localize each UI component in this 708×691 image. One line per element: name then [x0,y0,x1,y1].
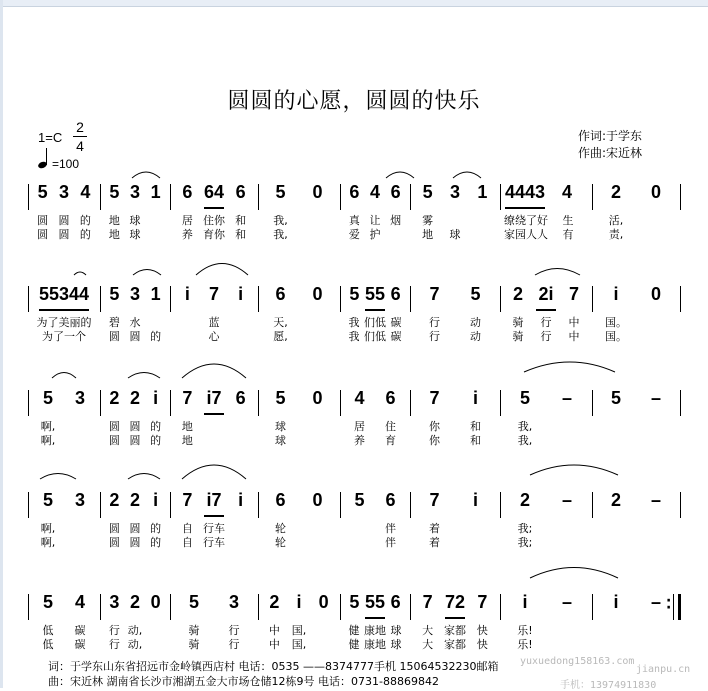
lyric-syllable: 快 [476,638,488,651]
note-group: 2 [519,490,530,510]
note-group: 5 [610,388,621,408]
lyric-syllable: 国。 [605,316,627,329]
lyric-syllable: 住你 [203,214,225,227]
lyric-syllable: 行 [228,624,240,637]
lyric-syllable: 碧 [108,316,120,329]
watermark-phone: 手机：13974911830 [560,680,657,691]
lyric-syllable: 蓝 [208,316,220,329]
note-group: 4 [370,182,381,202]
lyric-syllable: 缭绕了好 [504,214,548,227]
lyric-syllable: 育 [385,434,396,447]
lyric-syllable: 动, [127,624,143,637]
lyric-syllable: 球 [390,638,402,651]
lyric-syllable: 你 [429,420,440,433]
note-group: 5 [275,182,286,202]
note-group: 7 [422,592,433,612]
lyric-syllable: 啊, [40,434,56,447]
lyric-syllable: 烟 [390,214,402,227]
lyric-syllable: 球 [390,624,402,637]
lyric-syllable: 的 [150,536,162,549]
note-group: 0 [312,182,323,202]
note-group: 7 [568,284,579,304]
lyric-syllable: 大 [422,638,434,651]
note-group: 5 [42,388,53,408]
note-group: 6 [275,284,286,304]
note-group: 0 [312,284,323,304]
note-group: 5 [37,182,48,202]
note-group: 2 [512,284,523,304]
lyric-syllable: 我, [273,228,288,241]
lyric-syllable: 护 [369,228,381,241]
lyric-syllable: 国, [291,638,307,651]
note-group: 1 [150,284,161,304]
lyric-syllable: 动 [470,330,481,343]
slur [133,270,161,276]
note-group: i7 [206,388,222,408]
note-group: 7 [429,388,440,408]
lyric-syllable: 水 [129,316,141,329]
lyric-syllable: 圆 [129,330,141,343]
slur [530,568,618,579]
lyric-syllable: 们低 [364,330,386,343]
song-title: 圆圆的心愿，圆圆的快乐 [227,89,481,114]
lyric-syllable: 的 [79,228,91,241]
lyric-syllable: 圆 [129,420,141,433]
note-group: 5 [349,592,360,612]
note-group: i [472,388,478,408]
lyric-syllable: 和 [235,228,247,241]
note-group: 1 [477,182,488,202]
note-group: 5 [188,592,199,612]
lyric-syllable: 和 [235,214,247,227]
lyric-syllable: 养 [354,434,365,447]
lyric-syllable: 骑 [512,330,524,343]
note-group: 3 [58,182,69,202]
note-group: i [522,592,528,612]
note-group: 5 [109,182,120,202]
lyric-syllable: 乐! [517,638,533,651]
lyric-syllable: 动, [127,638,143,651]
note-group: 6 [385,490,396,510]
slur [182,465,246,479]
lyric-syllable: 行 [540,330,552,343]
lyric-syllable: 居 [354,420,365,433]
note-group: 2i [538,284,554,304]
lyric-syllable: 们低 [364,316,386,329]
lyric-syllable: 啊, [40,536,56,549]
lyric-syllable: 啊, [40,522,56,535]
lyric-syllable: 的 [79,214,91,227]
note-group: 3 [130,284,141,304]
lyric-syllable: 住 [385,420,396,433]
lyric-syllable: 碳 [74,624,86,637]
note-group: 6 [390,592,401,612]
note-group: 3 [74,490,85,510]
lyric-syllable: 圆 [37,214,49,227]
note-group: 6 [385,388,396,408]
note-group: 6 [235,182,246,202]
note-group: 6 [349,182,360,202]
lyric-syllable: 行 [108,624,120,637]
lyric-syllable: 康地 [364,638,386,651]
note-group: – [650,490,661,510]
lyric-syllable: 的 [150,522,162,535]
lyric-syllable: 地 [181,434,193,447]
note-group: 4443 [504,182,546,202]
watermark-site: yuxuedong158163.com [520,656,635,667]
lyric-syllable: 圆 [108,420,120,433]
note-group: 5 [109,284,120,304]
lyric-syllable: 轮 [275,522,286,535]
lyric-syllable: 着 [429,522,440,535]
lyric-syllable: 圆 [58,228,70,241]
lyric-syllable: 球 [449,228,461,241]
note-group: i [472,490,478,510]
note-group: – [561,388,572,408]
slur [132,172,160,178]
lyric-syllable: 着 [429,536,440,549]
lyric-syllable: 国, [291,624,307,637]
note-group: 4 [74,592,85,612]
note-group: 5 [42,490,53,510]
lyric-syllable: 圆 [129,522,141,535]
lyric-syllable: 责, [608,228,624,241]
note-group: 4 [354,388,365,408]
lyric-syllable: 你 [429,434,440,447]
lyric-syllable: 低 [42,624,54,637]
repeat-dots: · · [666,593,672,616]
lyric-syllable: 为了美丽的 [36,316,92,329]
lyric-syllable: 为了一个 [42,330,86,343]
lyric-syllable: 行车 [203,522,225,535]
note-group: 7 [429,490,440,510]
note-group: 7 [429,284,440,304]
lyric-syllable: 圆 [108,536,120,549]
slur [182,364,246,378]
lyric-syllable: 碳 [74,638,86,651]
lyric-syllable: 行 [429,330,440,343]
lyric-syllable: 真 [348,214,360,227]
note-group: i [296,592,302,612]
lyric-syllable: 骑 [188,624,200,637]
lyric-syllable: 康地 [364,624,386,637]
lyric-syllable: 圆 [129,536,141,549]
note-group: 5 [349,284,360,304]
note-group: 0 [312,388,323,408]
lyric-syllable: 育你 [203,228,225,241]
note-group: 5 [275,388,286,408]
note-group: i [613,284,619,304]
lyric-syllable: 天, [273,316,288,329]
footer-lyricist-contact: 词：于学东山东省招远市金岭镇西店村 电话：0535 ——8374777手机 15064532230邮箱 [48,660,499,673]
lyric-syllable: 圆 [108,522,120,535]
slur [453,172,481,178]
note-group: i [613,592,619,612]
lyric-syllable: 地 [181,420,193,433]
note-group: 6 [235,388,246,408]
lyric-syllable: 我 [348,330,360,343]
slur [535,269,580,276]
note-group: – [561,592,572,612]
lyric-syllable: 球 [275,434,286,447]
note-group: 0 [318,592,329,612]
note-group: i [184,284,190,304]
note-group: 7 [182,490,193,510]
note-group: 0 [312,490,323,510]
note-group: – [561,490,572,510]
lyric-syllable: 健 [348,638,360,651]
slur [386,172,414,178]
note-group: 2 [130,592,141,612]
note-group: 2 [130,388,141,408]
lyric-syllable: 让 [369,214,381,227]
lyric-syllable: 碳 [390,316,402,329]
lyric-syllable: 生 [562,214,574,227]
lyric-syllable: 啊, [40,420,56,433]
footer-composer-contact: 曲：宋近林 湖南省长沙市湘湖五金大市场仓储12栋9号 电话：0731-88869842 [48,675,439,688]
tempo-marking: =100 [52,157,80,171]
lyric-syllable: 地 [422,228,434,241]
lyric-syllable: 大 [422,624,434,637]
composer-credit: 作曲:宋近林 [578,146,643,160]
lyric-syllable: 和 [470,420,481,433]
lyric-syllable: 雾 [422,214,434,227]
lyric-syllable: 骑 [512,316,524,329]
note-group: 4 [80,182,91,202]
lyric-syllable: 低 [42,638,54,651]
lyric-syllable: 的 [150,330,162,343]
slur [524,362,615,372]
note-group: 6 [182,182,193,202]
note-group: 2 [109,388,120,408]
slur [128,373,160,379]
note-group: 5 [422,182,433,202]
lyric-syllable: 我, [517,434,533,447]
note-group: 2 [610,182,621,202]
note-group: 0 [650,284,661,304]
lyric-syllable: 圆 [37,228,49,241]
note-group: 5 [519,388,530,408]
watermark-brand: jianpu.cn [636,664,691,675]
lyric-syllable: 行 [108,638,120,651]
note-group: 2 [130,490,141,510]
lyric-syllable: 自 [181,522,193,535]
note-group: 0 [650,182,661,202]
lyric-syllable: 行 [228,638,240,651]
lyric-syllable: 行 [429,316,440,329]
lyric-syllable: 中 [268,624,280,637]
lyric-syllable: 国。 [605,330,627,343]
lyric-syllable: 球 [129,214,141,227]
lyric-syllable: 家都 [443,638,466,651]
lyric-syllable: 健 [348,624,360,637]
note-group: 3 [74,388,85,408]
lyric-syllable: 轮 [275,536,286,549]
lyric-syllable: 居 [181,214,193,227]
slur [128,474,160,480]
lyric-syllable: 动 [470,316,481,329]
note-group: 7 [209,284,220,304]
lyric-syllable: 球 [129,228,141,241]
note-group: – [650,592,661,612]
slur [74,272,86,275]
slur [40,474,76,480]
lyric-syllable: 我; [517,522,533,535]
lyric-syllable: 我, [517,420,533,433]
slur [530,465,618,475]
lyricist-credit: 作词:于学东 [578,129,643,143]
note-group: 6 [390,182,401,202]
note-group: i [153,490,159,510]
lyric-syllable: 圆 [129,434,141,447]
slur [196,264,248,276]
note-group: i [238,284,244,304]
note-group: 5 [470,284,481,304]
lyric-syllable: 行 [540,316,552,329]
lyric-syllable: 乐! [517,624,533,637]
lyric-syllable: 爱 [348,228,360,241]
lyric-syllable: 的 [150,434,162,447]
lyric-syllable: 圆 [58,214,70,227]
note-group: i7 [206,490,222,510]
lyric-syllable: 活, [608,214,624,227]
lyric-syllable: 自 [181,536,193,549]
key-signature: 1=C [38,130,63,145]
note-group: 0 [150,592,161,612]
lyric-syllable: 我, [273,214,288,227]
note-group: 2 [269,592,280,612]
note-group: 3 [449,182,460,202]
note-group: 3 [130,182,141,202]
note-group: 4 [561,182,572,202]
lyric-syllable: 中 [568,330,580,343]
lyric-syllable: 有 [562,228,574,241]
time-signature-denominator: 4 [76,138,84,154]
note-group: 64 [203,182,225,202]
note-group: i [238,490,244,510]
note-group: 6 [275,490,286,510]
note-group: 5 [354,490,365,510]
lyric-syllable: 愿, [273,330,288,343]
note-group: i [153,388,159,408]
lyric-syllable: 伴 [385,522,396,535]
note-group: 2 [109,490,120,510]
note-group: 7 [182,388,193,408]
note-group: 55344 [38,284,90,304]
lyric-syllable: 我; [517,536,533,549]
note-group: 1 [150,182,161,202]
note-group: 7 [477,592,488,612]
lyric-syllable: 养 [181,228,193,241]
lyric-syllable: 碳 [390,330,402,343]
note-group: 72 [444,592,465,612]
note-group: 6 [390,284,401,304]
lyric-syllable: 中 [568,316,580,329]
lyric-syllable: 圆 [108,330,120,343]
note-group: 3 [228,592,239,612]
lyric-syllable: 的 [150,420,162,433]
lyric-syllable: 和 [470,434,481,447]
note-group: 5 [42,592,53,612]
lyric-syllable: 地 [108,214,120,227]
lyric-syllable: 家园人人 [504,228,548,241]
lyric-syllable: 快 [476,624,488,637]
lyric-syllable: 地 [108,228,120,241]
lyric-syllable: 伴 [385,536,396,549]
lyric-syllable: 球 [275,420,286,433]
note-group: 3 [109,592,120,612]
slur [52,373,76,379]
lyric-syllable: 行车 [203,536,225,549]
time-signature-numerator: 2 [76,119,84,135]
lyric-syllable: 家都 [443,624,466,637]
note-group: 55 [364,284,386,304]
note-group: 55 [364,592,386,612]
lyric-syllable: 我 [348,316,360,329]
lyric-syllable: 圆 [108,434,120,447]
note-group: 2 [610,490,621,510]
lyric-syllable: 骑 [188,638,200,651]
lyric-syllable: 心 [208,330,220,343]
note-group: – [650,388,661,408]
lyric-syllable: 中 [268,638,280,651]
